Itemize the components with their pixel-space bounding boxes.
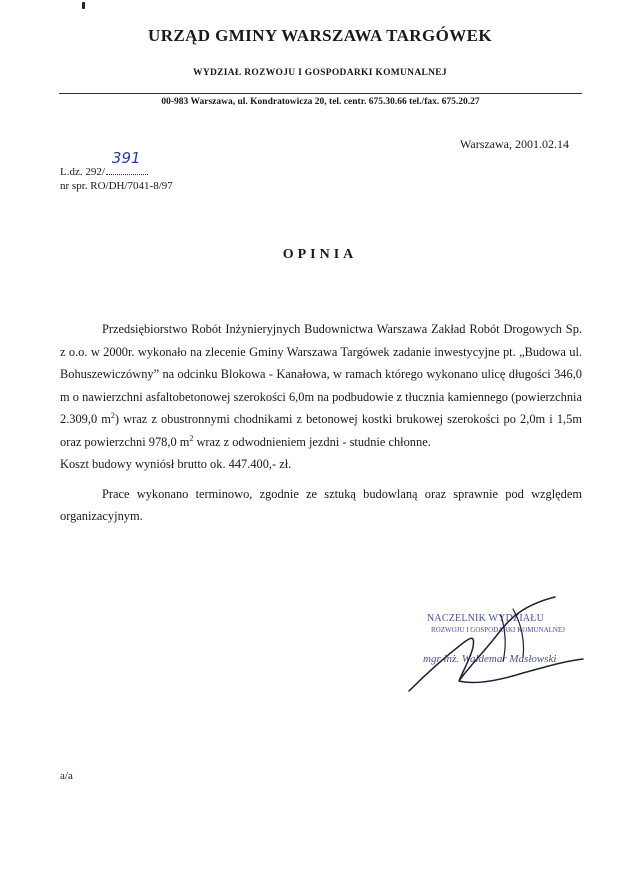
letter-body [60,318,582,528]
body-paragraph-1 [60,318,582,453]
cost-line: Koszt budowy wyniósł brutto ok. 447.400,- zł. [60,457,292,471]
p1-superscript-1: 2 [110,410,115,420]
p1-superscript-2: 2 [189,433,194,443]
document-heading: OPINIA [282,247,358,262]
office-title: URZĄD GMINY WARSZAWA TARGÓWEK [148,26,492,45]
ldz-number-field [106,149,148,175]
ldz-reference [60,149,148,178]
office-address: 00-983 Warszawa, ul. Kondratowicza 20, tel. centr. 675.30.66 tel./fax. 675.20.27 [161,97,480,107]
p1-text-c: wraz z odwodnieniem jezdni - studnie chłonne. [193,434,431,449]
p1-text-a: Przedsiębiorstwo Robót Inżynieryjnych Budownictwa Warszawa Zakład Robót Drogowych Sp. z o.o. w 2000r. wykonało na zlecenie Gminy Warszawa Targówek zadanie inwestycyjne pt. „Budowa ul. Bohuszewiczówny” na odcinku Blokowa - Kanałowa, w ramach którego wykonano ulicę długości 346,0 m o nawierzchni asfaltobetonowej szerokości 6,0m na podbudowie z tłucznia kamiennego (powierzchnia 2.309,0 m [60,322,582,426]
stamp-name: mgr inż. Waldemar Masłowski [423,653,557,665]
footer-note: a/a [60,770,73,782]
body-paragraph-2: Prace wykonano terminowo, zgodnie ze sztuką budowlaną oraz sprawnie pod względem organizacyjnym. [60,486,582,523]
header-rule [59,93,582,94]
signature-stamp [405,595,585,705]
ldz-prefix: L.dz. 292/ [60,166,105,178]
scan-speck [82,2,85,9]
handwritten-signature [405,595,585,705]
department-name: WYDZIAŁ ROZWOJU I GOSPODARKI KOMUNALNEJ [193,68,447,78]
stamp-department: ROZWOJU I GOSPODARKI KOMUNALNEJ [431,626,565,634]
case-number: nr spr. RO/DH/7041-8/97 [60,180,173,192]
p1-text-b: ) wraz z obustronnymi chodnikami z betonowej kostki brukowej szerokości po 2,0m i 1,5m oraz powierzchni 978,0 m [60,412,582,449]
stamp-title: NACZELNIK WYDZIAŁU [427,613,545,624]
ldz-handwritten-number: 391 [111,149,141,167]
letter-date: Warszawa, 2001.02.14 [460,137,570,151]
